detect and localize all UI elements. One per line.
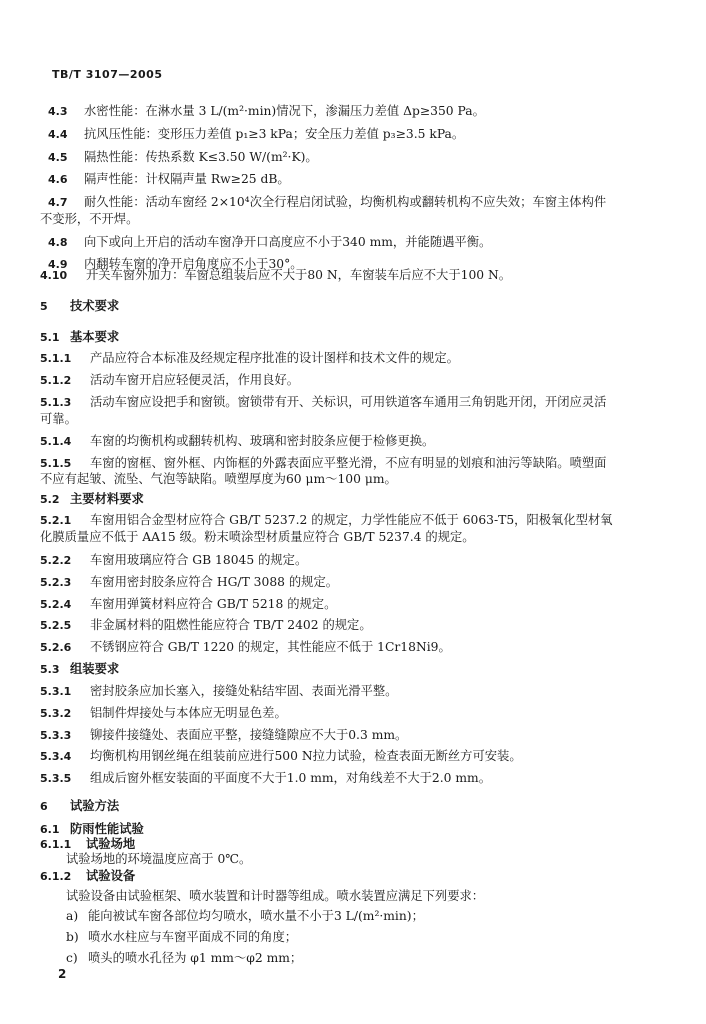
subsection-number: 6.1.1 (40, 838, 72, 851)
clause-text: 铆接件接缝处、表面应平整，接缝缝隙应不大于0.3 mm。 (90, 728, 408, 742)
clause-text: 化膜质量应不低于 AA15 级。粉末喷涂型材质量应符合 GB/T 5237.4 的规定。 (40, 530, 475, 544)
clause-text: 非金属材料的阻燃性能应符合 TB/T 2402 的规定。 (90, 618, 372, 632)
clause-4-8 (48, 235, 491, 250)
clause-number: 5.2.4 (40, 598, 72, 611)
clause-text: 隔热性能：传热系数 K≤3.50 W/(m²·K)。 (84, 150, 318, 164)
list-text: 能向被试车窗各部位均匀喷水，喷水量不小于3 L/(m²·min)； (88, 909, 424, 923)
clause-text: 产品应符合本标准及经规定程序批准的设计图样和技术文件的规定。 (90, 351, 459, 365)
list-text: 喷水水柱应与车窗平面成不同的角度； (88, 930, 298, 944)
clause-5-2-5 (40, 618, 372, 633)
clause-5-2-2 (40, 553, 307, 568)
clause-5-3-2 (40, 706, 287, 721)
clause-text: 密封胶条应加长塞入，接缝处粘结牢固、表面光滑平整。 (90, 684, 398, 698)
subsection-6-1-heading (40, 822, 144, 837)
clause-4-7 (48, 195, 606, 210)
clause-text: 试验场地的环境温度应高于 0℃。 (66, 852, 252, 866)
clause-6-1-2-text (66, 889, 484, 903)
list-marker: a) (66, 909, 79, 923)
clause-text: 车窗的窗框、窗外框、内饰框的外露表面应平整光滑，不应有明显的划痕和油污等缺陷。喷塑面 (90, 456, 607, 470)
clause-number: 5.3.1 (40, 685, 72, 698)
list-item-c (66, 951, 302, 965)
clause-5-3-5 (40, 771, 491, 786)
section-6-heading (40, 799, 119, 814)
clause-4-4 (48, 127, 464, 142)
clause-number: 4.10 (40, 269, 68, 282)
clause-text: 向下或向上开启的活动车窗净开口高度应不小于340 mm，并能随遇平衡。 (84, 235, 492, 249)
clause-text: 水密性能：在淋水量 3 L/(m²·min)情况下，渗漏压力差值 Δp≥350 Pa。 (84, 104, 485, 118)
section-number: 5 (40, 300, 48, 313)
clause-text: 不应有起皱、流坠、气泡等缺陷。喷塑厚度为60 μm～100 μm。 (40, 472, 397, 486)
clause-number: 4.7 (48, 196, 68, 209)
clause-number: 5.3.5 (40, 772, 72, 785)
clause-4-5 (48, 150, 318, 165)
clause-text: 车窗用铝合金型材应符合 GB/T 5237.2 的规定，力学性能应不低于 6063-T5，阳极氧化型材氧 (90, 513, 613, 527)
clause-4-7-cont (40, 212, 138, 226)
clause-text: 抗风压性能：变形压力差值 p₁≥3 kPa；安全压力差值 p₃≥3.5 kPa。 (84, 127, 465, 141)
subsection-number: 5.1 (40, 331, 60, 344)
clause-5-3-4 (40, 749, 522, 764)
clause-text: 车窗用密封胶条应符合 HG/T 3088 的规定。 (90, 575, 339, 589)
clause-5-1-4 (40, 434, 434, 449)
clause-text: 可靠。 (40, 412, 77, 426)
subsection-number: 6.1 (40, 823, 60, 836)
clause-text: 内翻转车窗的净开启角度应不小于30°。 (84, 257, 303, 271)
clause-number: 5.2.2 (40, 554, 72, 567)
clause-5-1-3 (40, 395, 606, 410)
clause-5-1-1 (40, 351, 459, 366)
clause-text: 活动车窗应设把手和窗锁。窗锁带有开、关标识，可用铁道客车通用三角钥匙开闭，开闭应灵活 (90, 395, 607, 409)
clause-number: 5.2.3 (40, 576, 72, 589)
clause-number: 5.3.3 (40, 729, 72, 742)
clause-5-3-1 (40, 684, 397, 699)
clause-number: 5.1.2 (40, 374, 72, 387)
section-title: 技术要求 (70, 298, 120, 313)
clause-5-1-5 (40, 456, 606, 471)
clause-4-10 (40, 268, 511, 283)
clause-text: 开关车窗外加力：车窗总组装后应不大于80 N，车窗装车后应不大于100 N。 (86, 268, 512, 282)
section-5-heading (40, 299, 119, 314)
clause-text: 耐久性能：活动车窗经 2×10⁴次全行程启闭试验，均衡机构或翻转机构不应失效；车窗主体构件 (84, 195, 607, 209)
clause-number: 4.9 (48, 258, 68, 271)
subsection-6-1-2-heading (40, 869, 135, 884)
subsection-title: 组装要求 (70, 661, 120, 676)
clause-4-6 (48, 172, 290, 187)
clause-number: 5.1.3 (40, 396, 72, 409)
clause-text: 车窗用弹簧材料应符合 GB/T 5218 的规定。 (90, 597, 337, 611)
clause-number: 5.1.5 (40, 457, 72, 470)
clause-text: 车窗的均衡机构或翻转机构、玻璃和密封胶条应便于检修更换。 (90, 434, 435, 448)
clause-number: 4.5 (48, 151, 68, 164)
clause-number: 5.1.1 (40, 352, 72, 365)
subsection-title: 主要材料要求 (70, 491, 144, 506)
clause-text: 车窗用玻璃应符合 GB 18045 的规定。 (90, 553, 308, 567)
list-text: 喷头的喷水孔径为 φ1 mm～φ2 mm； (88, 951, 303, 965)
clause-text: 试验设备由试验框架、喷水装置和计时器等组成。喷水装置应满足下列要求： (66, 889, 485, 903)
list-marker: c) (66, 951, 78, 965)
clause-5-2-6 (40, 640, 451, 655)
document-header: TB/T 3107—2005 (52, 68, 163, 81)
clause-number: 5.3.4 (40, 750, 72, 763)
list-marker: b) (66, 930, 79, 944)
clause-text: 均衡机构用钢丝绳在组装前应进行500 N拉力试验，检查表面无断丝方可安装。 (90, 749, 522, 763)
clause-6-1-1-text (66, 852, 251, 866)
clause-5-1-2 (40, 373, 299, 388)
clause-text: 铝制件焊接处与本体应无明显色差。 (90, 706, 287, 720)
clause-5-2-1 (40, 513, 613, 528)
clause-5-2-4 (40, 597, 336, 612)
clause-number: 5.1.4 (40, 435, 72, 448)
clause-5-1-3-cont (40, 412, 77, 426)
subsection-title: 试验设备 (86, 868, 136, 883)
subsection-number: 5.3 (40, 663, 60, 676)
clause-number: 4.6 (48, 173, 68, 186)
subsection-5-2-heading (40, 492, 144, 507)
clause-text: 组成后窗外框安装面的平面度不大于1.0 mm，对角线差不大于2.0 mm。 (90, 771, 491, 785)
subsection-5-3-heading (40, 662, 119, 677)
section-title: 试验方法 (70, 798, 120, 813)
section-number: 6 (40, 800, 48, 813)
clause-5-1-5-cont (40, 472, 397, 486)
subsection-number: 5.2 (40, 493, 60, 506)
clause-text: 不锈钢应符合 GB/T 1220 的规定，其性能应不低于 1Cr18Ni9。 (90, 640, 451, 654)
clause-text: 隔声性能：计权隔声量 Rw≥25 dB。 (84, 172, 290, 186)
subsection-number: 6.1.2 (40, 870, 72, 883)
clause-text: 活动车窗开启应轻便灵活，作用良好。 (90, 373, 300, 387)
clause-5-2-1-cont (40, 530, 475, 544)
subsection-title: 基本要求 (70, 329, 120, 344)
clause-number: 4.8 (48, 236, 68, 249)
clause-5-2-3 (40, 575, 338, 590)
clause-text: 不变形，不开焊。 (40, 212, 139, 226)
clause-number: 5.2.1 (40, 514, 72, 527)
list-item-b (66, 930, 297, 944)
clause-number: 4.3 (48, 105, 68, 118)
subsection-6-1-1-heading (40, 837, 135, 852)
clause-number: 5.2.6 (40, 641, 72, 654)
clause-5-3-3 (40, 728, 407, 743)
list-item-a (66, 909, 424, 923)
subsection-title: 试验场地 (86, 836, 136, 851)
page-number: 2 (58, 967, 67, 981)
clause-number: 4.4 (48, 128, 68, 141)
subsection-5-1-heading (40, 330, 119, 345)
clause-4-3 (48, 104, 485, 119)
subsection-title: 防雨性能试验 (70, 821, 144, 836)
clause-number: 5.2.5 (40, 619, 72, 632)
clause-number: 5.3.2 (40, 707, 72, 720)
